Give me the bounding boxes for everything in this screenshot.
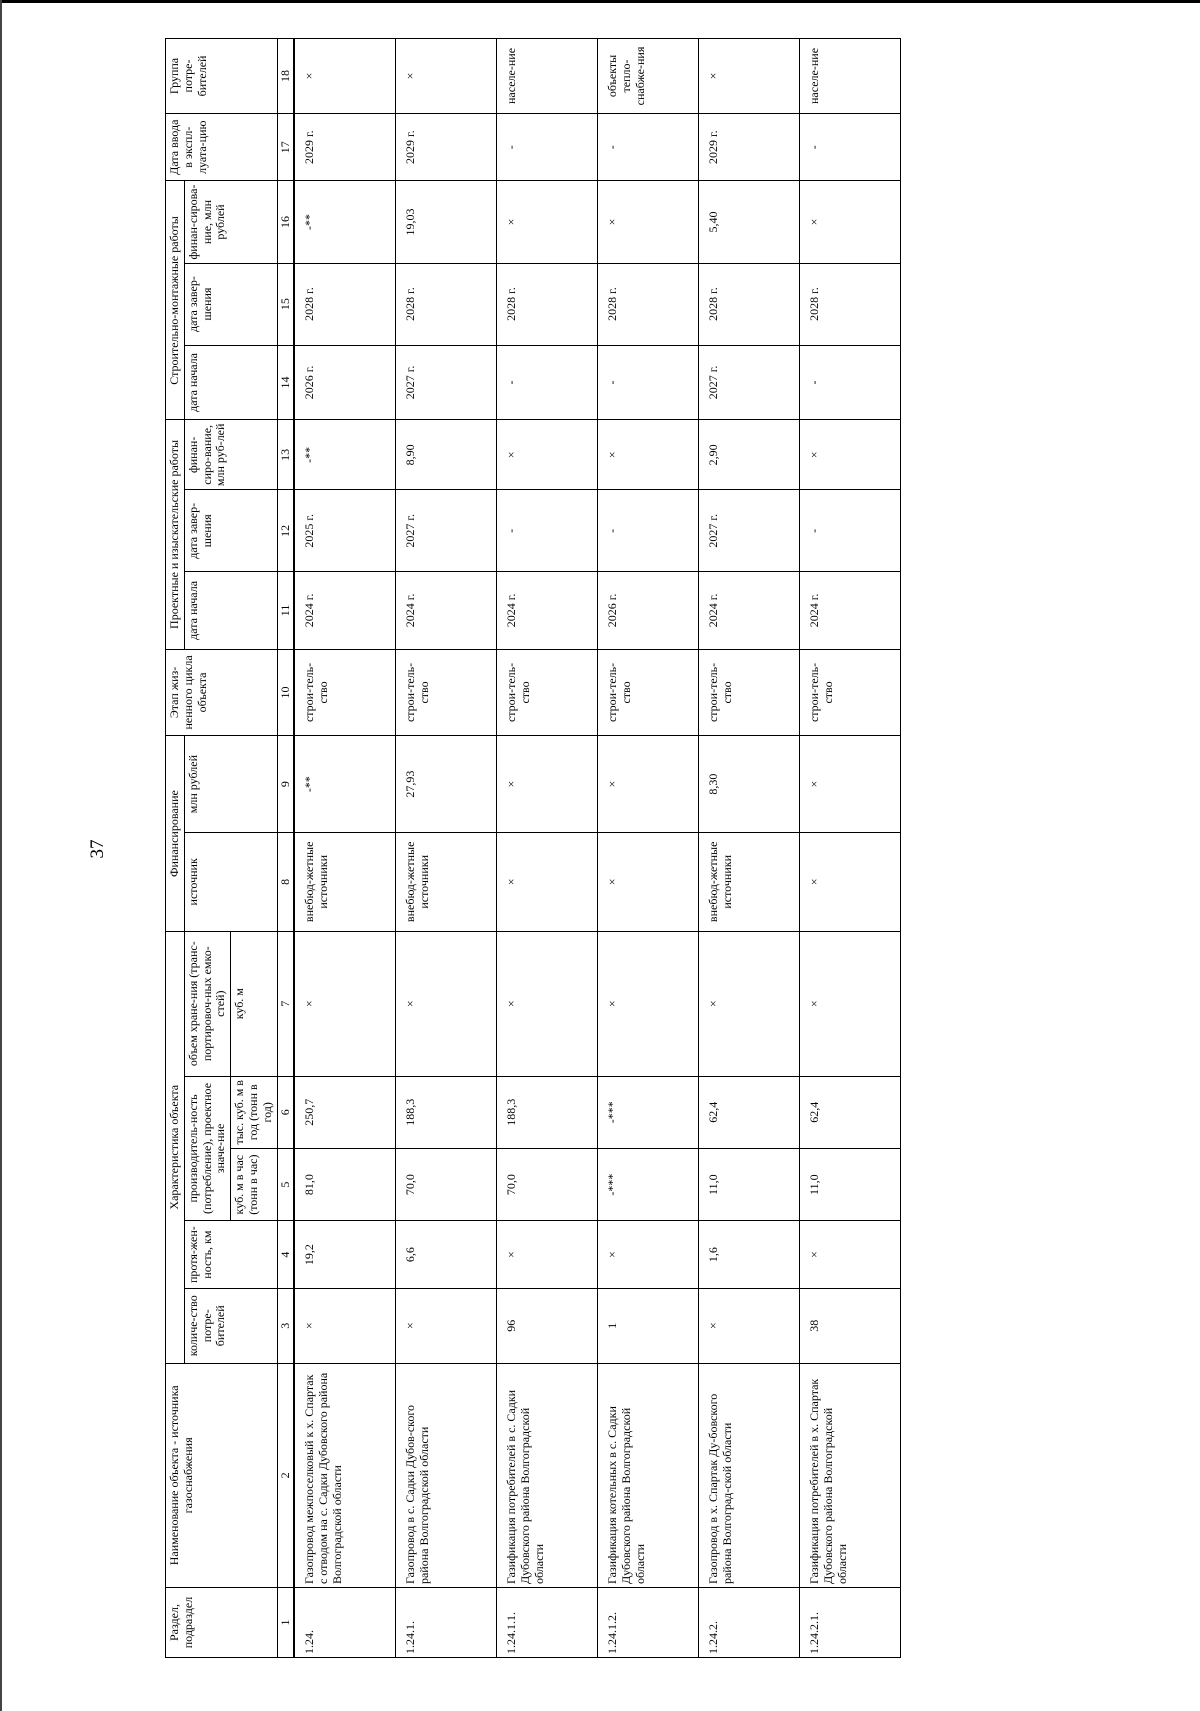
table-row	[800, 39, 901, 1658]
header-lifecycle-stage: Этап жиз-ненного цикла объекта	[166, 649, 278, 736]
row-code: 1.24.1.	[396, 1588, 497, 1658]
table-body	[294, 39, 901, 1658]
row-consumers: ×	[396, 1288, 497, 1363]
header-capacity-year: тыс. куб. м в год (тонн в год)	[231, 1076, 277, 1148]
row-fin-amount: ×	[598, 736, 699, 833]
header-design-works: Проектные и изыскательские работы	[166, 420, 185, 649]
row-object-name: Газопровод межпоселковый к х. Спартак с отводом на с. Садки Дубовского района Волгоградской области	[294, 1363, 396, 1587]
row-design-end: 2027 г.	[699, 490, 800, 572]
column-number: 11	[277, 572, 294, 649]
header-consumer-group: Группа потре-бителей	[166, 39, 278, 114]
row-fin-source: внебюд-жетные источники	[699, 832, 800, 931]
row-stage: строи-тель-ство	[396, 649, 497, 736]
header-object-name: Наименование объекта - источника газоснабжения	[166, 1363, 278, 1587]
row-consumer-group: ×	[396, 39, 497, 114]
row-constr-end: 2028 г.	[699, 263, 800, 345]
row-fin-amount: 27,93	[396, 736, 497, 833]
row-consumer-group: ×	[294, 39, 396, 114]
row-constr-end: 2028 г.	[497, 263, 598, 345]
column-number: 8	[277, 832, 294, 931]
row-capacity-year: 62,4	[699, 1076, 800, 1148]
header-construction-works: Строительно-монтажные работы	[166, 181, 185, 420]
row-length: ×	[497, 1221, 598, 1289]
column-number: 16	[277, 181, 294, 263]
row-fin-amount: ×	[497, 736, 598, 833]
column-number: 17	[277, 113, 294, 181]
header-fin-amount: млн рублей	[184, 736, 277, 833]
row-capacity-year: 188,3	[396, 1076, 497, 1148]
row-commission-date: 2029 г.	[396, 113, 497, 181]
row-length: 1,6	[699, 1221, 800, 1289]
table-row	[294, 39, 396, 1658]
row-design-fin: ×	[598, 420, 699, 490]
column-number: 18	[277, 39, 294, 114]
row-fin-amount: -**	[294, 736, 396, 833]
row-consumers: 38	[800, 1288, 901, 1363]
column-number: 4	[277, 1221, 294, 1289]
column-number: 7	[277, 931, 294, 1076]
table-row	[497, 39, 598, 1658]
row-capacity-year: -***	[598, 1076, 699, 1148]
row-fin-amount: ×	[800, 736, 901, 833]
row-design-start: 2024 г.	[396, 572, 497, 649]
row-design-end: 2027 г.	[396, 490, 497, 572]
row-fin-source: ×	[497, 832, 598, 931]
row-design-start: 2024 г.	[699, 572, 800, 649]
row-design-end: 2025 г.	[294, 490, 396, 572]
row-stage: строи-тель-ство	[800, 649, 901, 736]
row-fin-source: ×	[598, 832, 699, 931]
header-commission-date: Дата ввода в экспл-луата-цию	[166, 113, 278, 181]
header-financing: Финансирование	[166, 736, 185, 931]
header-design-end: дата завер-шения	[184, 490, 277, 572]
row-design-fin: 2,90	[699, 420, 800, 490]
header-capacity-hour: куб. м в час (тонн в час)	[231, 1148, 277, 1220]
row-code: 1.24.	[294, 1588, 396, 1658]
row-capacity-year: 188,3	[497, 1076, 598, 1148]
row-constr-start: 2026 г.	[294, 345, 396, 420]
row-consumers: 1	[598, 1288, 699, 1363]
row-design-fin: ×	[800, 420, 901, 490]
row-storage: ×	[396, 931, 497, 1076]
row-design-fin: 8,90	[396, 420, 497, 490]
row-capacity-hour: 11,0	[800, 1148, 901, 1220]
row-commission-date: -	[800, 113, 901, 181]
header-storage: объем хране-ния (транс-портировоч-ных емко-стей)	[184, 931, 230, 1076]
row-constr-start: -	[598, 345, 699, 420]
table-row	[396, 39, 497, 1658]
row-object-name: Газификация потребителей в х. Спартак Дубовского района Волгоградской области	[800, 1363, 901, 1587]
row-code: 1.24.2.	[699, 1588, 800, 1658]
column-number: 10	[277, 649, 294, 736]
row-constr-fin: 19,03	[396, 181, 497, 263]
row-length: 6,6	[396, 1221, 497, 1289]
row-constr-end: 2028 г.	[800, 263, 901, 345]
column-number: 3	[277, 1288, 294, 1363]
row-fin-source: внебюд-жетные источники	[294, 832, 396, 931]
header-capacity: производитель-ность (потребление), проектное значе-ние	[184, 1076, 230, 1221]
column-numbers-row	[277, 39, 294, 1658]
column-number: 12	[277, 490, 294, 572]
column-number: 14	[277, 345, 294, 420]
row-constr-start: -	[497, 345, 598, 420]
row-code: 1.24.1.2.	[598, 1588, 699, 1658]
rotated-table-container	[165, 38, 1005, 1658]
row-consumer-group: населе-ние	[800, 39, 901, 114]
row-constr-fin: -**	[294, 181, 396, 263]
column-number: 9	[277, 736, 294, 833]
row-object-name: Газопровод в х. Спартак Ду-бовского района Волгоград-ской области	[699, 1363, 800, 1587]
row-capacity-year: 62,4	[800, 1076, 901, 1148]
header-design-fin: финан-сиро-вание, млн руб-лей	[184, 420, 277, 490]
row-storage: ×	[699, 931, 800, 1076]
row-capacity-hour: 11,0	[699, 1148, 800, 1220]
row-constr-fin: ×	[497, 181, 598, 263]
row-design-end: -	[497, 490, 598, 572]
page-number: 37	[87, 839, 108, 859]
row-storage: ×	[294, 931, 396, 1076]
left-edge-line	[0, 0, 2, 1711]
row-capacity-hour: -***	[598, 1148, 699, 1220]
column-number: 6	[277, 1076, 294, 1148]
header-constr-end: дата завер-шения	[184, 263, 277, 345]
gas-supply-table	[165, 38, 901, 1658]
row-capacity-hour: 70,0	[497, 1148, 598, 1220]
header-constr-start: дата начала	[184, 345, 277, 420]
row-object-name: Газопровод в с. Садки Дубов-ского района Волгоградской области	[396, 1363, 497, 1587]
row-commission-date: -	[598, 113, 699, 181]
column-number: 2	[277, 1363, 294, 1587]
row-consumers: ×	[294, 1288, 396, 1363]
row-commission-date: 2029 г.	[294, 113, 396, 181]
row-length: ×	[598, 1221, 699, 1289]
row-constr-start: 2027 г.	[699, 345, 800, 420]
row-constr-end: 2028 г.	[294, 263, 396, 345]
row-constr-start: 2027 г.	[396, 345, 497, 420]
header-constr-fin: финан-сирова-ние, млн рублей	[184, 181, 277, 263]
row-design-start: 2024 г.	[294, 572, 396, 649]
header-design-start: дата начала	[184, 572, 277, 649]
column-number: 1	[277, 1588, 294, 1658]
table-row	[699, 39, 800, 1658]
row-consumer-group: населе-ние	[497, 39, 598, 114]
row-constr-end: 2028 г.	[396, 263, 497, 345]
table-row	[598, 39, 699, 1658]
row-object-name: Газификация потребителей в с. Садки Дубовского района Волгоградской области	[497, 1363, 598, 1587]
row-constr-fin: 5,40	[699, 181, 800, 263]
row-capacity-year: 250,7	[294, 1076, 396, 1148]
row-code: 1.24.2.1.	[800, 1588, 901, 1658]
row-constr-fin: ×	[598, 181, 699, 263]
row-consumer-group: ×	[699, 39, 800, 114]
header-length: протя-жен-ность, км	[184, 1221, 277, 1289]
row-design-start: 2024 г.	[800, 572, 901, 649]
top-border-line	[0, 0, 1200, 3]
row-consumer-group: объекты тепло-снабже-ния	[598, 39, 699, 114]
row-design-fin: -**	[294, 420, 396, 490]
header-fin-source: источник	[184, 832, 277, 931]
row-stage: строи-тель-ство	[294, 649, 396, 736]
row-design-end: -	[598, 490, 699, 572]
row-length: ×	[800, 1221, 901, 1289]
header-characteristics: Характеристика объекта	[166, 931, 185, 1363]
row-stage: строи-тель-ство	[497, 649, 598, 736]
row-capacity-hour: 81,0	[294, 1148, 396, 1220]
row-stage: строи-тель-ство	[598, 649, 699, 736]
row-capacity-hour: 70,0	[396, 1148, 497, 1220]
row-design-fin: ×	[497, 420, 598, 490]
row-fin-source: ×	[800, 832, 901, 931]
row-constr-start: -	[800, 345, 901, 420]
row-storage: ×	[800, 931, 901, 1076]
row-storage: ×	[497, 931, 598, 1076]
row-constr-end: 2028 г.	[598, 263, 699, 345]
row-constr-fin: ×	[800, 181, 901, 263]
header-consumers-count: количе-ство потре-бителей	[184, 1288, 277, 1363]
header-storage-unit: куб. м	[231, 931, 277, 1076]
row-length: 19,2	[294, 1221, 396, 1289]
column-number: 13	[277, 420, 294, 490]
row-storage: ×	[598, 931, 699, 1076]
header-section: Раздел, подраздел	[166, 1588, 278, 1658]
column-number: 5	[277, 1148, 294, 1220]
row-design-start: 2026 г.	[598, 572, 699, 649]
row-commission-date: 2029 г.	[699, 113, 800, 181]
row-object-name: Газификация котельных в с. Садки Дубовского района Волгоградской области	[598, 1363, 699, 1587]
row-consumers: 96	[497, 1288, 598, 1363]
row-code: 1.24.1.1.	[497, 1588, 598, 1658]
row-consumers: ×	[699, 1288, 800, 1363]
row-design-start: 2024 г.	[497, 572, 598, 649]
row-fin-amount: 8,30	[699, 736, 800, 833]
row-commission-date: -	[497, 113, 598, 181]
row-stage: строи-тель-ство	[699, 649, 800, 736]
row-fin-source: внебюд-жетные источники	[396, 832, 497, 931]
column-number: 15	[277, 263, 294, 345]
row-design-end: -	[800, 490, 901, 572]
